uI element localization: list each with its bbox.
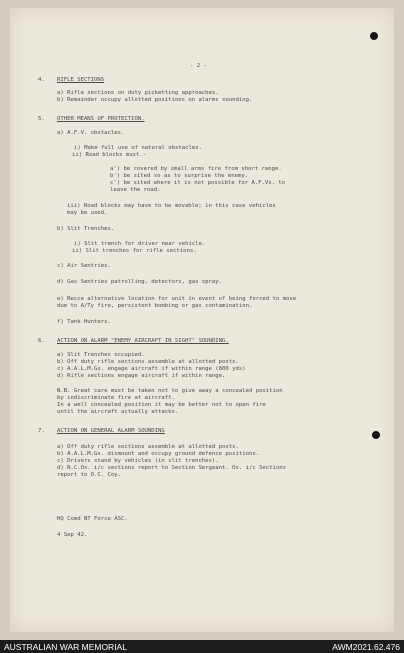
section-7-item: a) Off duty rifle sections assemble at allotted posts.: [57, 444, 239, 450]
section-5-number: 5.: [38, 116, 45, 122]
section-7-heading: ACTION ON GENERAL ALARM SOUNDING: [57, 428, 165, 434]
section-4-number: 4.: [38, 77, 45, 83]
section-6-item: d) Rifle sections engage aircraft if within range.: [57, 373, 226, 379]
section-6-number: 6.: [38, 338, 45, 344]
section-4-item-b: b) Remainder occupy allotted positions on alarms sounding.: [57, 97, 253, 103]
section-5-sub-a-iii-cont: may be used.: [67, 210, 108, 216]
section-7-item: c) Drivers stand by vehicles (in slit trenches).: [57, 458, 219, 464]
footer-institution: AUSTRALIAN WAR MEMORIAL: [4, 642, 127, 652]
section-7-item: d) N.C.Os. i/c sections report to Section Sergeant. Os. i/c Sections: [57, 465, 287, 471]
footer-accession-number: AWM2021.62.476: [332, 642, 400, 652]
section-5-sub-e-cont: due to A/Ty fire, persistent bombing or gas contamination.: [57, 303, 253, 309]
section-6-heading: ACTION ON ALARM "ENEMY AIRCRAFT IN SIGHT" SOUNDING.: [57, 338, 229, 344]
section-6-item: c) A.A.L.M.Gs. engage aircraft if within range (800 yds): [57, 366, 246, 372]
section-5-sub-a-i: i) Make full use of natural obstacles.: [74, 145, 202, 151]
punch-hole-bottom: [372, 431, 380, 439]
section-5-sub-c: c) Air Sentries.: [57, 263, 111, 269]
page-number: - 2 -: [190, 63, 207, 69]
signature-line: HQ Comd NT Force ASC.: [57, 516, 128, 522]
section-7-item: report to O.C. Coy.: [57, 472, 121, 478]
road-block-item: a') be covered by small arms fire from short range.: [110, 166, 282, 172]
road-block-item: leave the road.: [110, 187, 161, 193]
document-date: 4 Sep 42.: [57, 532, 88, 538]
section-6-note: until the aircraft actually attacks.: [57, 409, 179, 415]
section-6-note: by indiscriminate fire at aircraft.: [57, 395, 175, 401]
section-5-heading: OTHER MEANS OF PROTECTION.: [57, 116, 145, 122]
section-6-item: a) Slit Trenches occupied.: [57, 352, 145, 358]
document-page: [10, 8, 394, 632]
section-5-sub-a-iii: iii) Road blocks may have to be movable; in this case vehicles: [67, 203, 276, 209]
section-5-sub-f: f) Tank Hunters.: [57, 319, 111, 325]
road-block-item: c') be sited where it is not possible for A.F.Vs. to: [110, 180, 286, 186]
section-4-heading: RIFLE SECTIONS: [57, 77, 105, 83]
road-block-item: b') be sited so as to surprise the enemy.: [110, 173, 249, 179]
punch-hole-top: [370, 32, 378, 40]
slit-trench-item: i) Slit trench for driver near vehicle.: [74, 241, 206, 247]
section-6-note: N.B. Great care must be taken not to give away a concealed position: [57, 388, 283, 394]
section-7-number: 7.: [38, 428, 45, 434]
section-5-sub-a: a) A.F.V. obstacles.: [57, 130, 125, 136]
section-5-sub-e: e) Recce alternative location for unit in event of being forced to move: [57, 296, 297, 302]
section-5-sub-d: d) Gas Sentries patrolling, detectors, gas spray.: [57, 279, 223, 285]
section-5-sub-b: b) Slit Trenches.: [57, 226, 115, 232]
archive-footer: [0, 640, 404, 653]
section-6-note: In a well concealed position it may be better not to open fire: [57, 402, 266, 408]
section-5-sub-a-ii: ii) Road blocks must.-: [72, 152, 147, 158]
section-4-item-a: a) Rifle sections on duty picketting approaches.: [57, 90, 219, 96]
section-7-item: b) A.A.L.M.Gs. dismount and occupy ground defence positions.: [57, 451, 260, 457]
section-6-item: b) Off duty rifle sections assemble at allotted posts.: [57, 359, 239, 365]
slit-trench-item: ii) Slit trenches for rifle sections.: [72, 248, 197, 254]
